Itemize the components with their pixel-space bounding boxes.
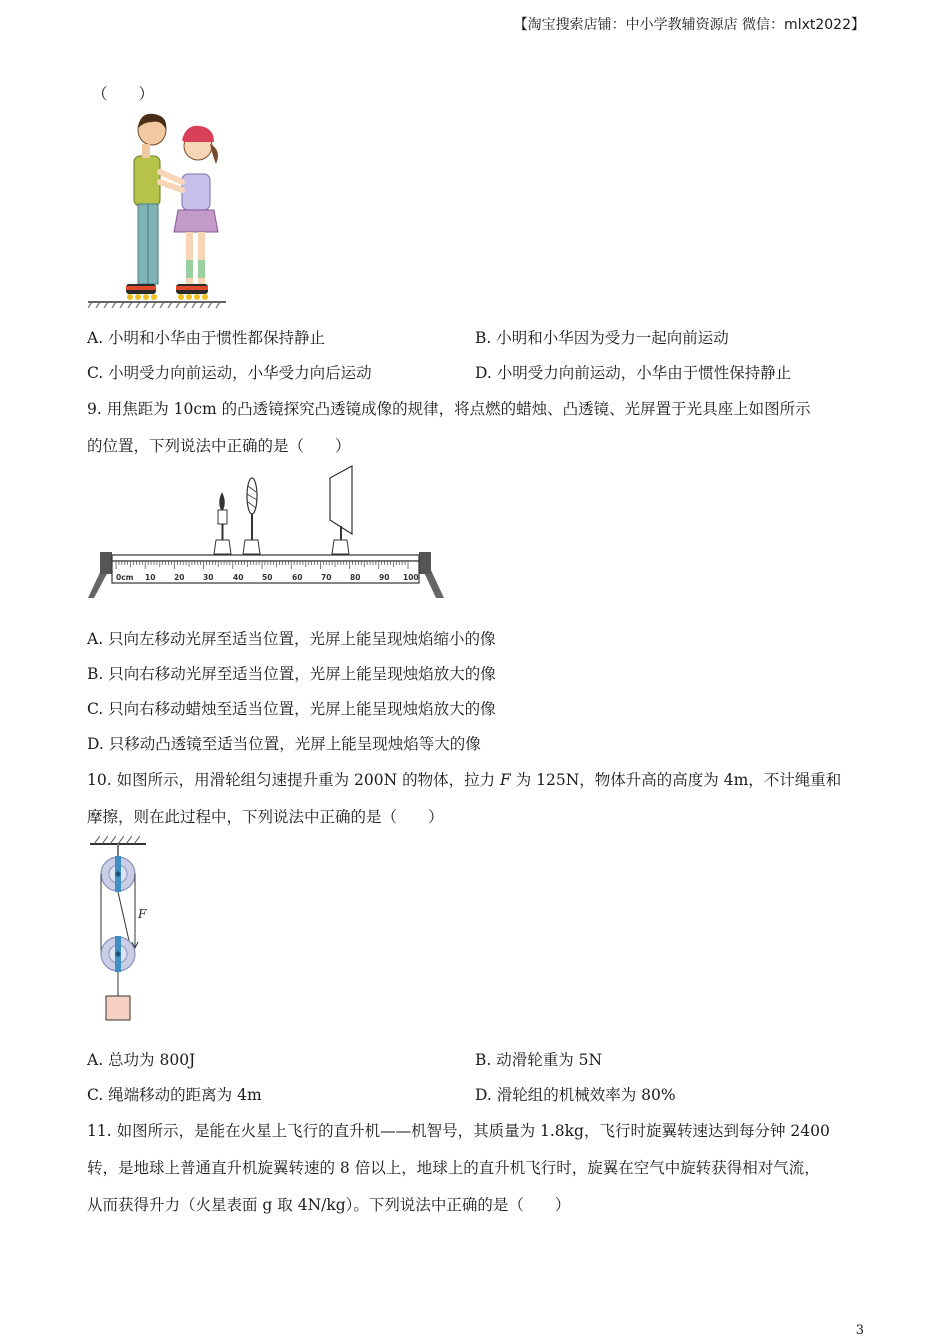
question-10-line-1: [87, 768, 841, 790]
pulley-system-figure: [86, 832, 166, 1024]
page-header: 【淘宝搜索店铺：中小学教辅资源店 微信：mlxt2022】: [513, 17, 865, 33]
option-8c: C. 小明受力向前运动，小华受力向后运动: [87, 364, 372, 382]
page-number: 3: [855, 1323, 864, 1338]
force-variable: F: [500, 771, 511, 789]
option-10c: C. 绳端移动的距离为 4m: [87, 1086, 262, 1104]
ruler-label-40: 40: [233, 573, 244, 582]
option-8a: A. 小明和小华由于惯性都保持静止: [87, 329, 326, 347]
ruler-label-10: 10: [145, 573, 156, 582]
option-9d: D. 只移动凸透镜至适当位置，光屏上能呈现烛焰等大的像: [87, 735, 481, 753]
option-10b: B. 动滑轮重为 5N: [475, 1051, 603, 1069]
ruler-label-70: 70: [321, 573, 332, 582]
question-11-line-2: 转，是地球上普通直升机旋翼转速的 8 倍以上，地球上的直升机飞行时，旋翼在空气中旋转获得相对气流，: [87, 1159, 820, 1177]
option-9c: C. 只向右移动蜡烛至适当位置，光屏上能呈现烛焰放大的像: [87, 700, 496, 718]
question-10-line-2: 摩擦，则在此过程中，下列说法中正确的是（ ）: [87, 808, 444, 826]
ruler-label-60: 60: [292, 573, 303, 582]
q10-text-a: 10. 如图所示，用滑轮组匀速提升重为 200N 的物体，拉力: [87, 771, 501, 789]
question-11-line-3: 从而获得升力（火星表面 g 取 4N/kg）。下列说法中正确的是（ ）: [87, 1196, 571, 1214]
q10-text-b: 为 125N，物体升高的高度为 4m，不计绳重和: [510, 771, 842, 789]
option-10d: D. 滑轮组的机械效率为 80%: [475, 1086, 676, 1104]
force-label: F: [138, 907, 147, 921]
option-8b: B. 小明和小华因为受力一起向前运动: [475, 329, 729, 347]
optical-bench-figure: [86, 462, 446, 602]
option-8d: D. 小明受力向前运动，小华由于惯性保持静止: [475, 364, 792, 382]
ruler-label-30: 30: [203, 573, 214, 582]
ruler-label-0: 0cm: [116, 573, 134, 582]
roller-skaters-figure: [86, 110, 228, 310]
option-9b: B. 只向右移动光屏至适当位置，光屏上能呈现烛焰放大的像: [87, 665, 496, 683]
ruler-label-90: 90: [379, 573, 390, 582]
ruler-label-80: 80: [350, 573, 361, 582]
ruler-label-100: 100: [403, 573, 419, 582]
question-9-line-2: 的位置，下列说法中正确的是（ ）: [87, 437, 351, 455]
question-9-line-1: 9. 用焦距为 10cm 的凸透镜探究凸透镜成像的规律，将点燃的蜡烛、凸透镜、光屏置于光具座上如图所示: [87, 400, 811, 418]
question-8-tail: （ ）: [92, 85, 155, 103]
option-9a: A. 只向左移动光屏至适当位置，光屏上能呈现烛焰缩小的像: [87, 630, 496, 648]
ruler-label-20: 20: [174, 573, 185, 582]
question-11-line-1: 11. 如图所示，是能在火星上飞行的直升机——机智号，其质量为 1.8kg，飞行时旋翼转速达到每分钟 2400: [87, 1122, 830, 1140]
ruler-label-50: 50: [262, 573, 273, 582]
option-10a: A. 总功为 800J: [87, 1051, 196, 1069]
